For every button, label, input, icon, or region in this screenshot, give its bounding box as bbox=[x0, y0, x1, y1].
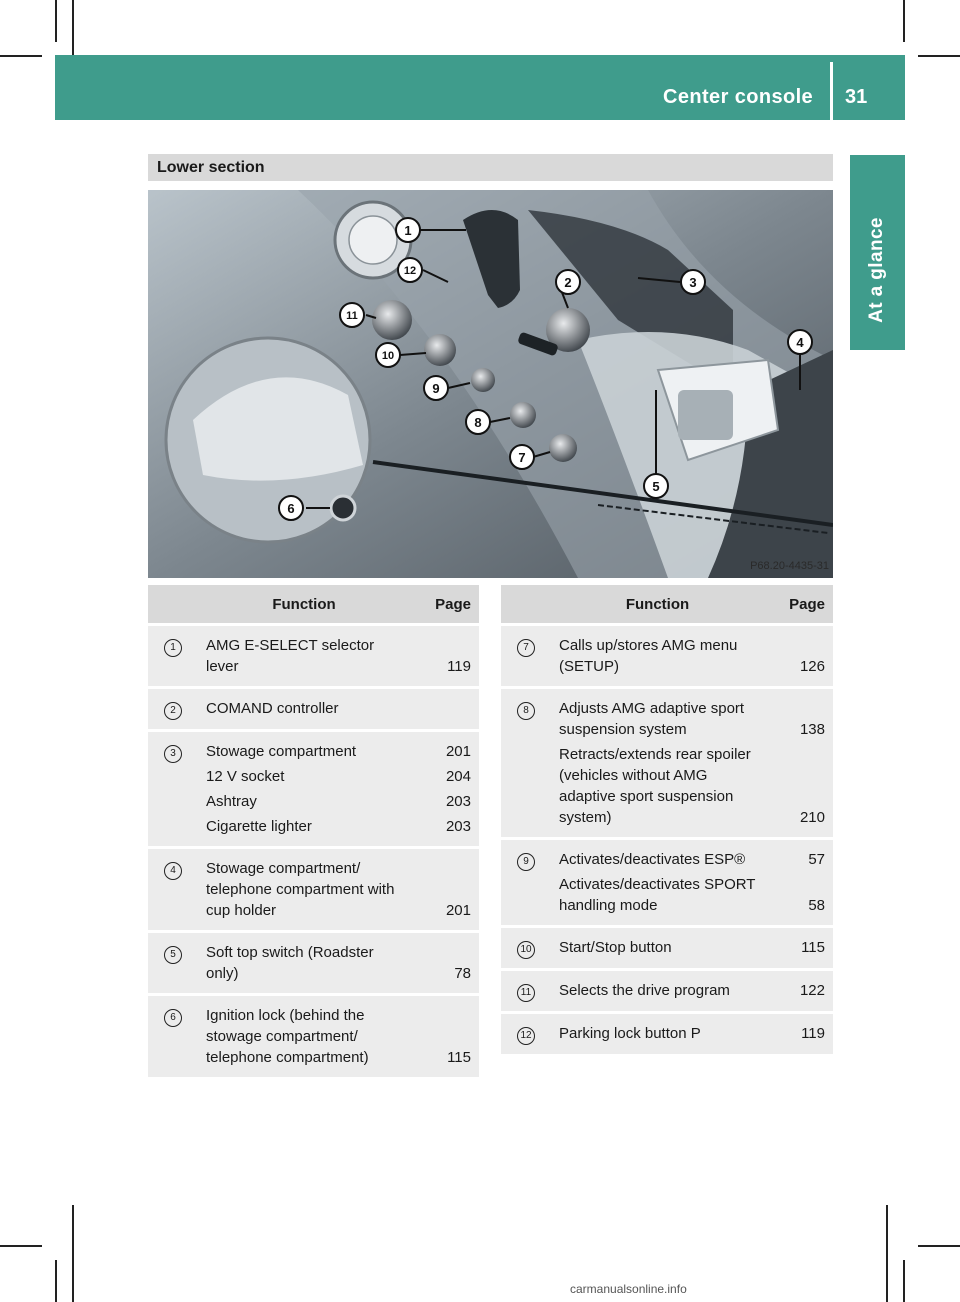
table-row bbox=[501, 688, 833, 839]
page-ref: 201 bbox=[445, 743, 471, 760]
function-text: Activates/deactivates ESP® bbox=[559, 851, 746, 868]
function-text: 12 V socket bbox=[206, 768, 285, 785]
table-row bbox=[501, 839, 833, 927]
function-text: Ashtray bbox=[206, 793, 257, 810]
page-ref: 210 bbox=[799, 809, 825, 826]
table-row bbox=[501, 927, 833, 970]
page-ref: 119 bbox=[801, 1025, 825, 1042]
table-row bbox=[501, 970, 833, 1013]
callout-1: 1 bbox=[404, 223, 412, 238]
function-table-left bbox=[148, 585, 479, 1077]
page-ref: 122 bbox=[799, 982, 825, 999]
crop-mark bbox=[918, 55, 960, 57]
table-row bbox=[148, 625, 479, 688]
col-header-marker bbox=[501, 585, 551, 625]
col-header-page: Page bbox=[410, 585, 479, 625]
table-row bbox=[148, 995, 479, 1078]
page-ref: 204 bbox=[445, 768, 471, 785]
figure-code: P68.20-4435-31 bbox=[750, 560, 829, 572]
function-text: AMG E-SELECT selector lever bbox=[206, 637, 375, 675]
page-number: 31 bbox=[845, 86, 868, 108]
crop-mark bbox=[903, 0, 905, 42]
center-console-illustration bbox=[148, 190, 833, 578]
header-divider bbox=[830, 62, 833, 120]
callout-4: 4 bbox=[796, 335, 804, 350]
callout-6: 6 bbox=[287, 501, 295, 516]
crop-mark bbox=[55, 0, 57, 42]
function-text: Ignition lock (behind the stowage compartment/ telephone compartment) bbox=[206, 1007, 369, 1066]
crop-mark bbox=[0, 1245, 42, 1247]
page-ref: 138 bbox=[799, 721, 825, 738]
callout-marker: 2 bbox=[164, 702, 182, 720]
crop-mark bbox=[886, 1205, 888, 1302]
function-table-right bbox=[501, 585, 833, 1054]
page-ref: 126 bbox=[799, 658, 825, 675]
col-header-page: Page bbox=[764, 585, 833, 625]
callout-marker: 1 bbox=[164, 639, 182, 657]
function-text: Retracts/extends rear spoiler (vehicles without AMG adaptive sport suspension system) bbox=[559, 746, 751, 826]
page-ref: 58 bbox=[808, 897, 825, 914]
callout-marker: 9 bbox=[517, 853, 535, 871]
page-ref: 203 bbox=[445, 793, 471, 810]
console-svg bbox=[148, 190, 833, 578]
function-text: Soft top switch (Roadster only) bbox=[206, 944, 374, 982]
page-ref: 115 bbox=[447, 1049, 471, 1066]
callout-marker: 4 bbox=[164, 862, 182, 880]
callout-marker: 11 bbox=[517, 984, 535, 1002]
callout-2: 2 bbox=[564, 275, 572, 290]
function-text: Calls up/stores AMG menu (SETUP) bbox=[559, 637, 738, 675]
table-row bbox=[148, 932, 479, 995]
callout-9: 9 bbox=[432, 381, 440, 396]
function-text: Stowage compartment bbox=[206, 743, 357, 760]
callout-7: 7 bbox=[518, 450, 526, 465]
table-row bbox=[501, 1013, 833, 1055]
page-ref bbox=[418, 698, 471, 719]
callout-marker: 10 bbox=[517, 941, 535, 959]
crop-mark bbox=[903, 1260, 905, 1302]
col-header-function: Function bbox=[198, 585, 410, 625]
crop-mark bbox=[0, 55, 42, 57]
callout-marker: 3 bbox=[164, 745, 182, 763]
page-ref: 57 bbox=[808, 851, 825, 868]
crop-mark bbox=[72, 1205, 74, 1302]
callout-8: 8 bbox=[474, 415, 482, 430]
crop-mark bbox=[918, 1245, 960, 1247]
side-tab-label: At a glance bbox=[866, 217, 887, 323]
function-text: Activates/deactivates SPORT handling mode bbox=[559, 876, 756, 914]
function-text: Parking lock button P bbox=[559, 1025, 701, 1042]
table-row bbox=[501, 625, 833, 688]
col-header-marker bbox=[148, 585, 198, 625]
callout-11: 11 bbox=[346, 310, 358, 322]
table-row bbox=[148, 731, 479, 848]
page-ref: 203 bbox=[445, 818, 471, 835]
callout-marker: 8 bbox=[517, 702, 535, 720]
col-header-function: Function bbox=[551, 585, 764, 625]
function-text: Selects the drive program bbox=[559, 982, 730, 999]
page-ref: 78 bbox=[454, 965, 471, 982]
callout-3: 3 bbox=[689, 275, 697, 290]
page-ref: 201 bbox=[445, 902, 471, 919]
function-text: Start/Stop button bbox=[559, 939, 672, 956]
callout-5: 5 bbox=[652, 479, 660, 494]
callout-10: 10 bbox=[381, 350, 395, 362]
callout-marker: 12 bbox=[517, 1027, 535, 1045]
chapter-title: Center console bbox=[663, 86, 814, 108]
callout-marker: 7 bbox=[517, 639, 535, 657]
callout-marker: 5 bbox=[164, 946, 182, 964]
crop-mark bbox=[55, 1260, 57, 1302]
function-text: COMAND controller bbox=[206, 700, 339, 717]
table-row bbox=[148, 688, 479, 731]
function-text: Adjusts AMG adaptive sport suspension system bbox=[559, 700, 745, 738]
watermark: carmanualsonline.info bbox=[570, 1282, 687, 1296]
function-text: Stowage compartment/ telephone compartment with cup holder bbox=[206, 860, 395, 919]
section-title: Lower section bbox=[157, 159, 265, 176]
page-ref: 119 bbox=[447, 658, 471, 675]
callout-marker: 6 bbox=[164, 1009, 182, 1027]
callout-12: 12 bbox=[403, 265, 417, 277]
table-row bbox=[148, 848, 479, 932]
function-text: Cigarette lighter bbox=[206, 818, 312, 835]
page-ref: 115 bbox=[801, 939, 825, 956]
